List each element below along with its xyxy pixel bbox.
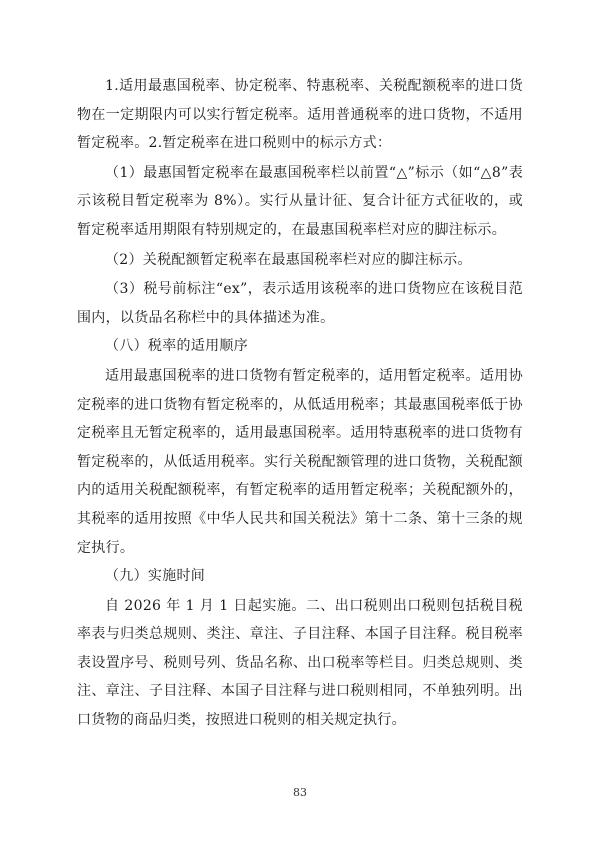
- section-heading-implementation-date: （九）实施时间: [105, 568, 206, 585]
- paragraph-quota-provisional-marking: （2）关税配额暂定税率在最惠国税率栏对应的脚注标示。: [105, 251, 472, 268]
- paragraph-rate-order: 适用最惠国税率的进口货物有暂定税率的，适用暂定税率。适用协定税率的进口货物有暂定税率的，从低适用税率；其最惠国税率低于协定税率且无暂定税率的，适用最惠国税率。适用特惠税率的进口货物有暂定税率的，从低适用税率。实行关税配额管理的进口货物，关税配额内的适用关税配额税率，有暂定税率的适用暂定税率；关税配额外的，其税率的适用按照《中华人民共和国关税法》第十二条、第十三条的规定执行。: [77, 367, 523, 556]
- paragraph-ex-marking: （3）税号前标注“ex”，表示适用该税率的进口货物应在该税目范围内，以货品名称栏中的具体描述为准。: [77, 281, 523, 326]
- paragraph-provisional-rate-scope: 1.适用最惠国税率、协定税率、特惠税率、关税配额税率的进口货物在一定期限内可以实行暂定税率。适用普通税率的进口货物，不适用暂定税率。2.暂定税率在进口税则中的标示方式：: [77, 78, 523, 152]
- document-body: [77, 72, 523, 735]
- section-heading-rate-order: （八）税率的适用顺序: [105, 338, 248, 355]
- paragraph-mfn-provisional-marking: （1）最惠国暂定税率在最惠国税率栏以前置“△”标示（如“△8”表示该税目暂定税率为 8%）。实行从量计征、复合计征方式征收的，或暂定税率适用期限有特别规定的，在最惠国税率栏对应的脚注标示。: [77, 164, 523, 238]
- page-number: 83: [293, 786, 307, 799]
- paragraph-implementation-date: 自 2026 年 1 月 1 日起实施。二、出口税则出口税则包括税目税率表与归类总规则、类注、章注、子目注释、本国子目注释。税目税率表设置序号、税则号列、货品名称、出口税率等栏目。归类总规则、类注、章注、子目注释、本国子目注释与进口税则相同，不单独列明。出口货物的商品归类，按照进口税则的相关规定执行。: [77, 597, 523, 729]
